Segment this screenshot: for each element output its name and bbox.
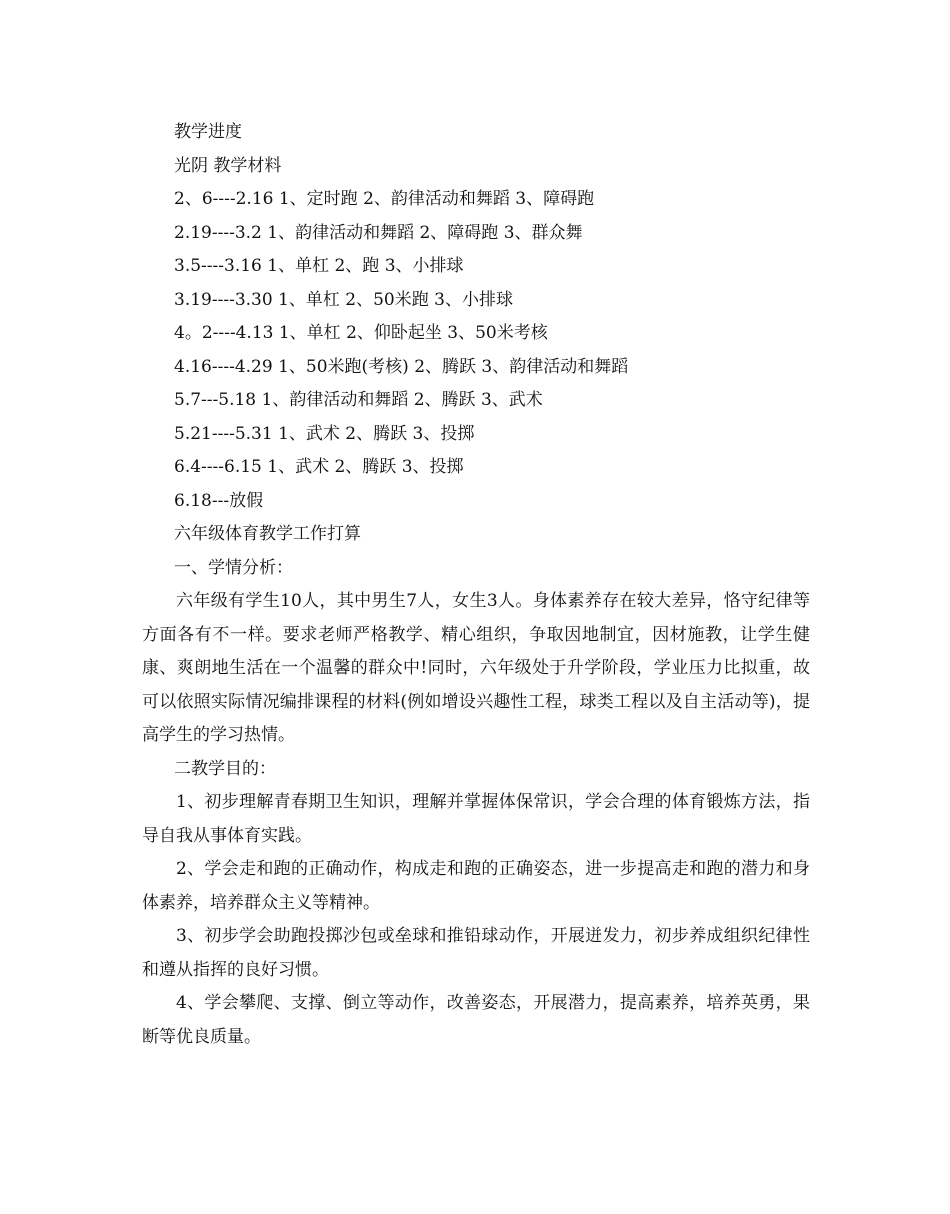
- goal-paragraph: 4、学会攀爬、支撑、倒立等动作，改善姿态，开展潜力，提高素养，培养英勇，果断等优良质量。: [142, 993, 810, 1047]
- schedule-header: 光阴 教学材料: [174, 155, 282, 176]
- schedule-row: 4.16----4.29 1、50米跑(考核) 2、腾跃 3、韵律活动和舞蹈: [174, 356, 629, 377]
- schedule-row: 3.5----3.16 1、单杠 2、跑 3、小排球: [174, 256, 464, 276]
- schedule-section: [142, 116, 810, 585]
- plan-title: 六年级体育教学工作打算: [174, 524, 361, 544]
- section-title-goals: 二教学目的：: [174, 758, 276, 779]
- goal-paragraph: 2、学会走和跑的正确动作，构成走和跑的正确姿态，进一步提高走和跑的潜力和身体素养，培养群众主义等精神。: [142, 859, 810, 913]
- goal-paragraph: 1、初步理解青春期卫生知识，理解并掌握体保常识，学会合理的体育锻炼方法，指导自我从事体育实践。: [142, 792, 810, 846]
- schedule-row: 4。2----4.13 1、单杠 2、仰卧起坐 3、50米考核: [174, 323, 548, 343]
- goal-paragraph: 3、初步学会助跑投掷沙包或垒球和推铅球动作，开展迸发力，初步养成组织纪律性和遵从指挥的良好习惯。: [142, 926, 810, 980]
- schedule-row: 2、6----2.16 1、定时跑 2、韵律活动和舞蹈 3、障碍跑: [174, 189, 595, 209]
- heading-teaching-progress: 教学进度: [174, 122, 242, 142]
- schedule-row: 3.19----3.30 1、单杠 2、50米跑 3、小排球: [174, 289, 513, 310]
- schedule-row: 6.18---放假: [174, 490, 264, 511]
- schedule-row: 6.4----6.15 1、武术 2、腾跃 3、投掷: [174, 457, 464, 477]
- section-title-analysis: 一、学情分析：: [174, 557, 293, 578]
- schedule-row: 2.19----3.2 1、韵律活动和舞蹈 2、障碍跑 3、群众舞: [174, 222, 583, 243]
- analysis-paragraph: 六年级有学生10人，其中男生7人，女生3人。身体素养存在较大差异，恪守纪律等方面各有不一样。要求老师严格教学、精心组织，争取因地制宜，因材施教，让学生健康、爽朗地生活在一个温馨的群众中!同时，六年级处于升学阶段，学业压力比拟重，故可以依照实际情况编排课程的材料(例如增设兴趣性工程，球类工程以及自主活动等)，提高学生的学习热情。: [142, 591, 810, 745]
- schedule-row: 5.7---5.18 1、韵律活动和舞蹈 2、腾跃 3、武术: [174, 390, 543, 410]
- schedule-row: 5.21----5.31 1、武术 2、腾跃 3、投掷: [174, 423, 475, 444]
- document-page: [142, 116, 810, 1054]
